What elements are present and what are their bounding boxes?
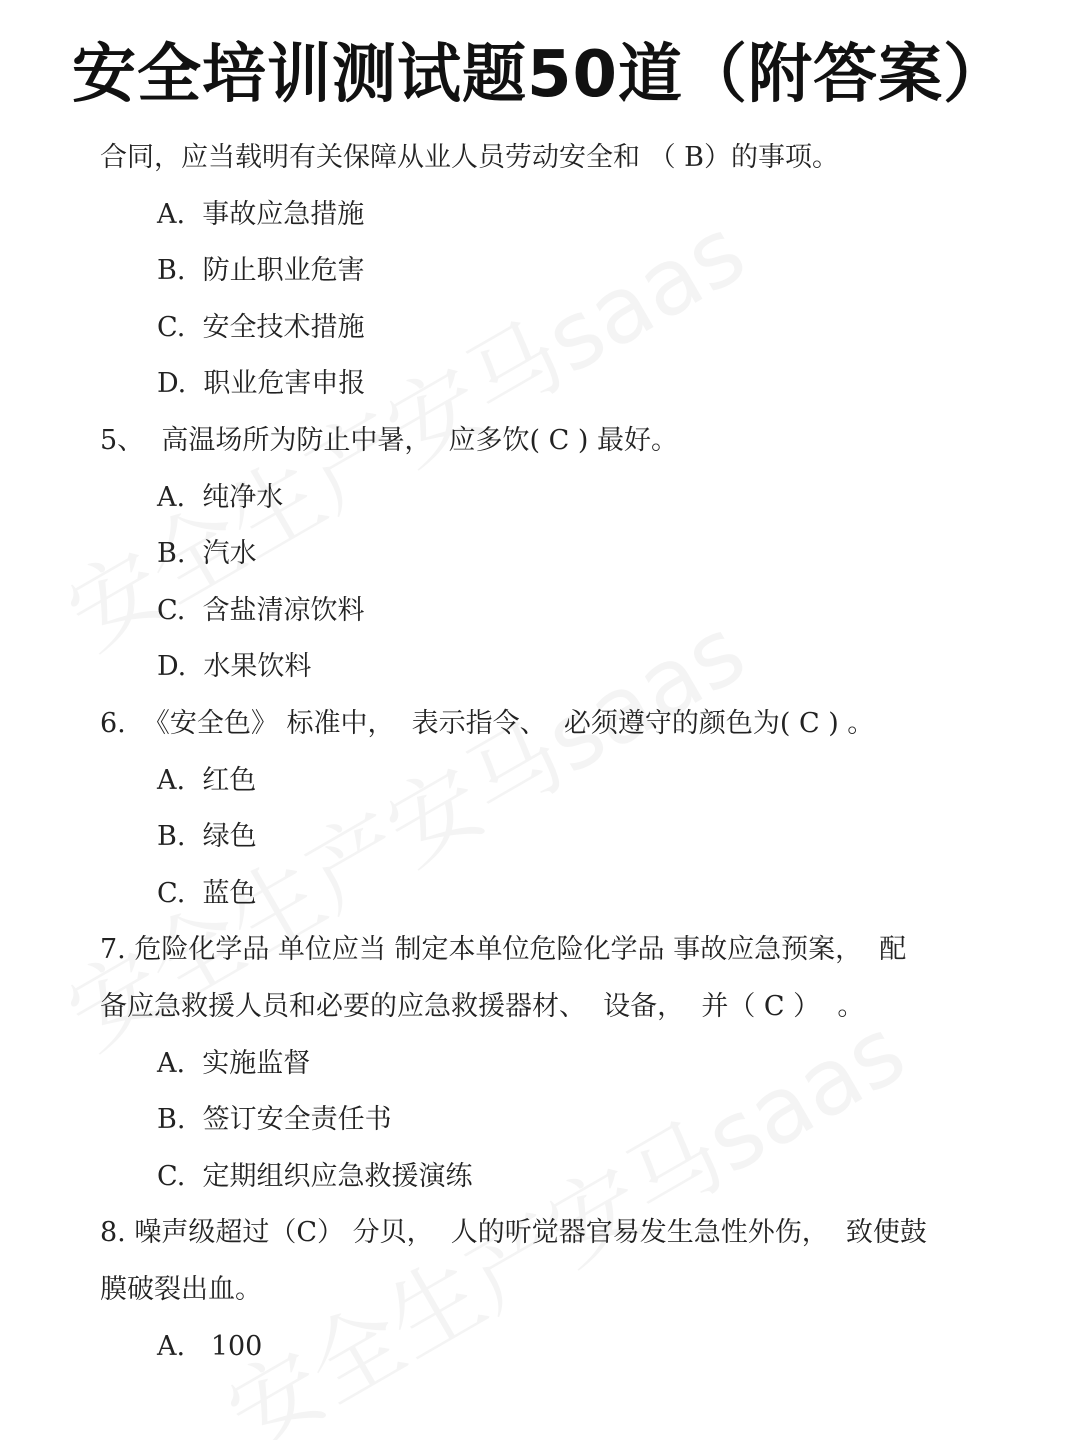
- question-text: 7. 危险化学品 单位应当 制定本单位危险化学品 事故应急预案， 配: [100, 934, 907, 965]
- answer-option: A. 红色: [157, 765, 257, 796]
- answer-option: D. 水果饮料: [157, 651, 312, 682]
- answer-option: C. 安全技术措施: [157, 312, 365, 343]
- answer-option: B. 绿色: [157, 821, 257, 852]
- answer-option: C. 含盐清凉饮料: [157, 595, 365, 626]
- answer-option: A. 事故应急措施: [157, 199, 365, 230]
- answer-option: C. 蓝色: [157, 878, 257, 909]
- answer-option: B. 汽水: [157, 538, 257, 569]
- answer-option: B. 签订安全责任书: [157, 1104, 392, 1135]
- question-text: 合同，应当载明有关保障从业人员劳动安全和 （ B）的事项。: [100, 142, 840, 173]
- page-title: 安全培训测试题50道（附答案）: [71, 38, 1009, 112]
- answer-option: A. 100: [157, 1331, 263, 1362]
- answer-option: D. 职业危害申报: [157, 368, 366, 399]
- question-text: 备应急救援人员和必要的应急救援器材、 设备， 并（ C ） 。: [100, 991, 865, 1022]
- answer-option: A. 实施监督: [157, 1048, 311, 1079]
- answer-option: C. 定期组织应急救援演练: [157, 1161, 473, 1192]
- answer-option: A. 纯净水: [157, 482, 284, 513]
- question-text: 6. 《安全色》 标准中， 表示指令、 必须遵守的颜色为( C ) 。: [100, 708, 875, 739]
- answer-option: B. 防止职业危害: [157, 255, 365, 286]
- question-text: 膜破裂出血。: [100, 1274, 262, 1305]
- question-text: 5、 高温场所为防止中暑， 应多饮( C ) 最好。: [100, 425, 678, 456]
- question-text: 8. 噪声级超过（C） 分贝， 人的听觉器官易发生急性外伤， 致使鼓: [100, 1217, 927, 1248]
